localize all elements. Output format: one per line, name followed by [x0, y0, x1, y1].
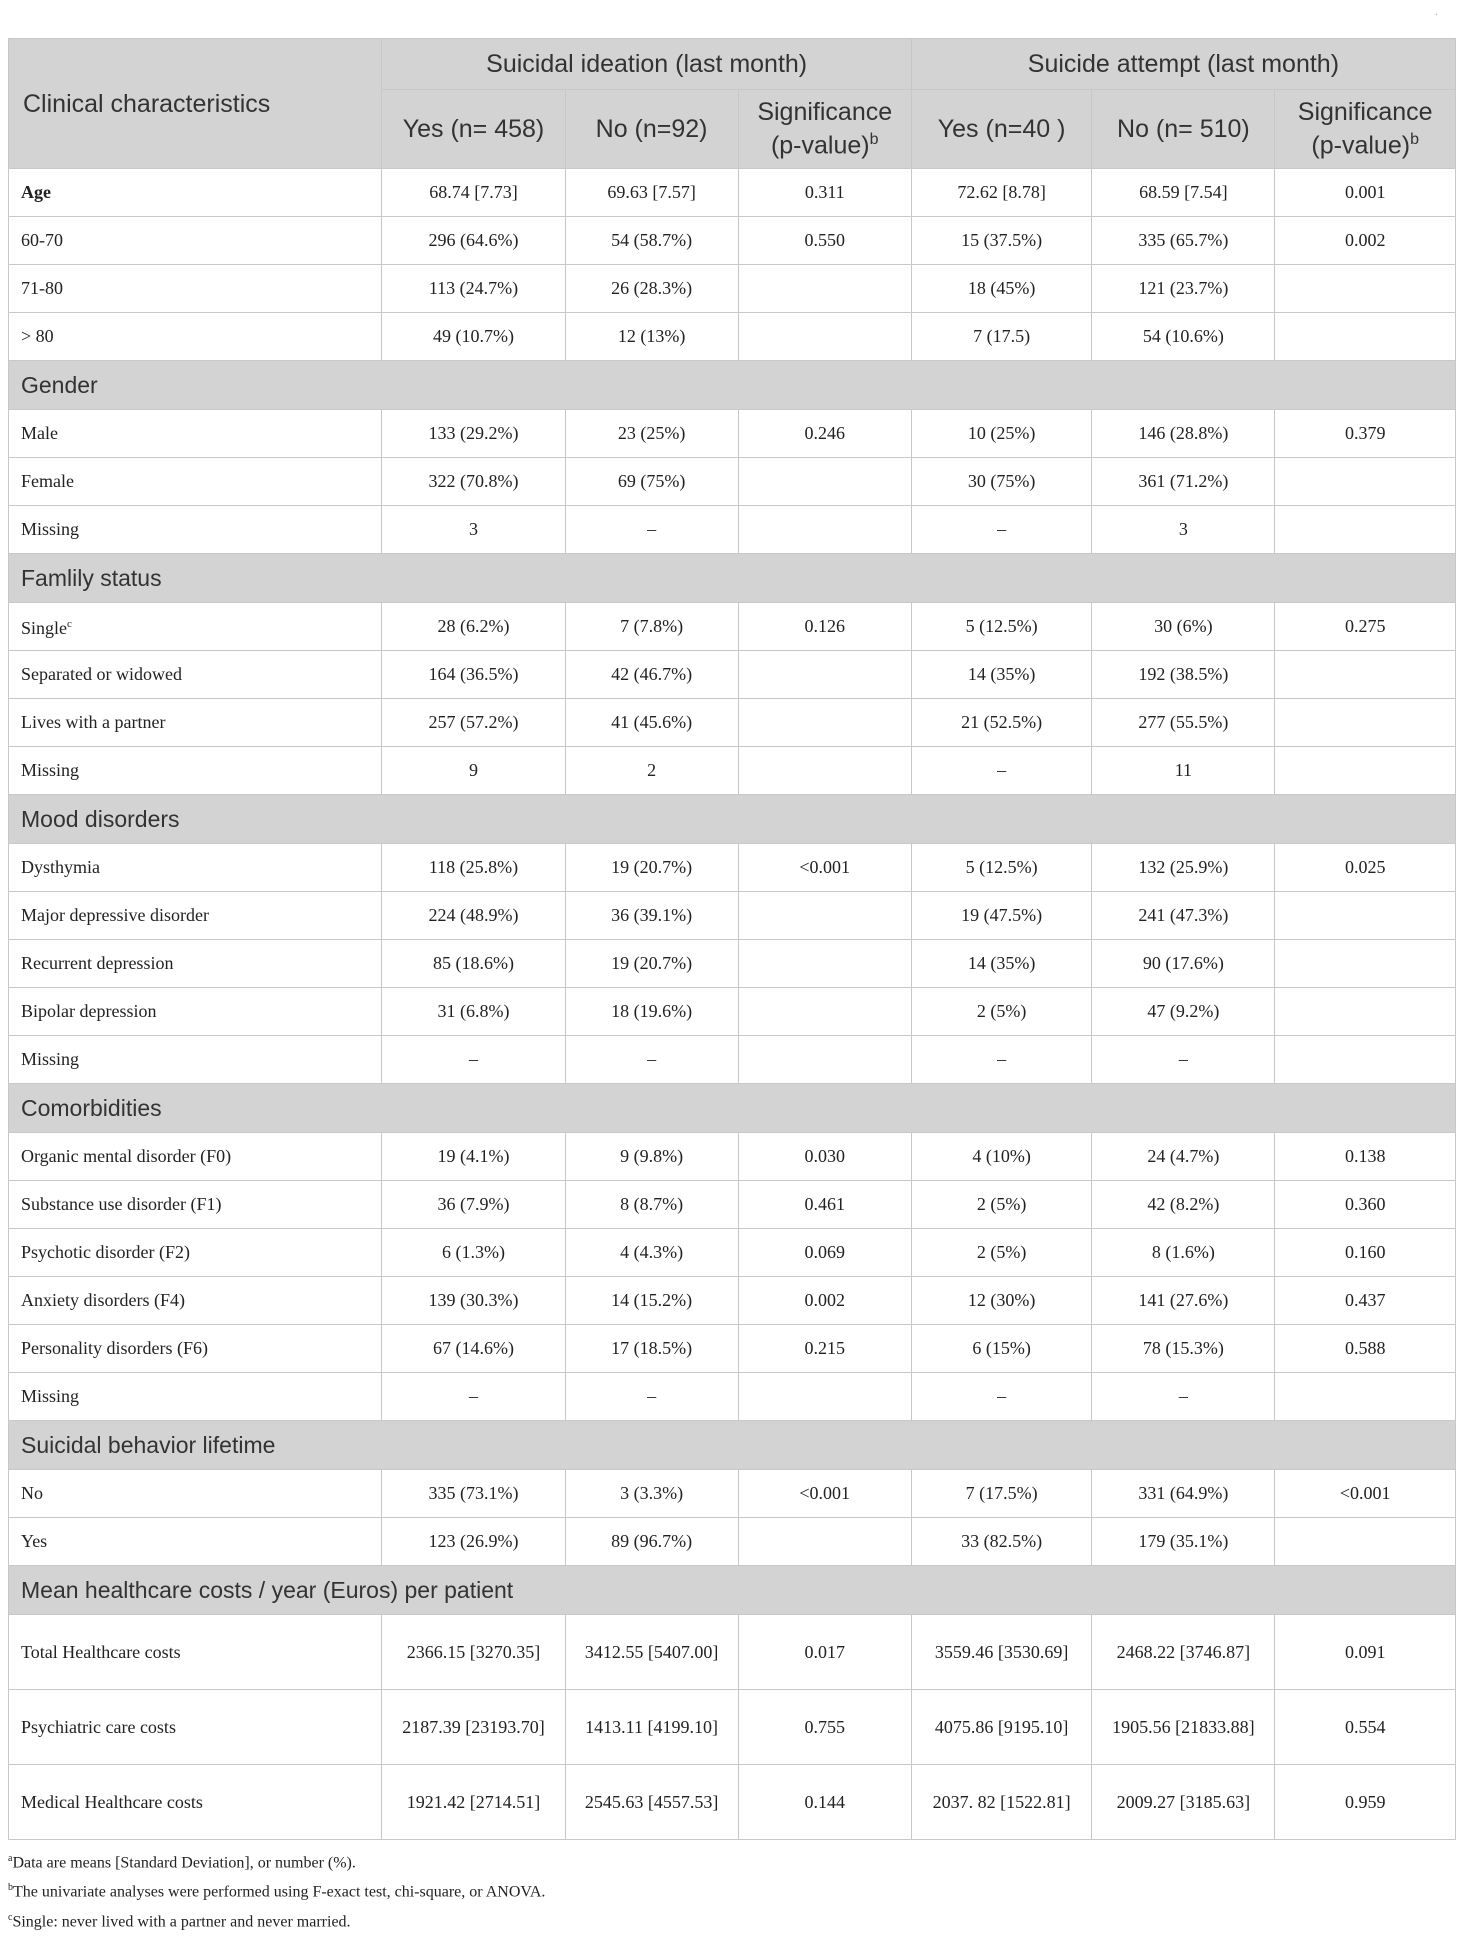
cell — [1275, 892, 1456, 940]
cell: 26 (28.3%) — [565, 265, 738, 313]
cell — [1275, 699, 1456, 747]
cell: 6 (15%) — [911, 1325, 1092, 1373]
cell — [1275, 1036, 1456, 1084]
cell: – — [1092, 1373, 1275, 1421]
header-attempt-significance — [1275, 90, 1456, 169]
cell: 335 (65.7%) — [1092, 217, 1275, 265]
table-row — [9, 1765, 1456, 1840]
row-label: Psychotic disorder (F2) — [9, 1229, 382, 1277]
cell: 335 (73.1%) — [382, 1470, 565, 1518]
cell: – — [911, 506, 1092, 554]
cell: 146 (28.8%) — [1092, 410, 1275, 458]
significance-line2: (p-value) — [770, 131, 870, 160]
section-header-family-status — [9, 554, 1456, 603]
cell: 4 (10%) — [911, 1133, 1092, 1181]
significance-footnote-marker: b — [1410, 131, 1419, 149]
cell: 36 (39.1%) — [565, 892, 738, 940]
cell: 0.461 — [738, 1181, 911, 1229]
cell: 14 (35%) — [911, 651, 1092, 699]
cell — [738, 747, 911, 795]
cell: <0.001 — [738, 844, 911, 892]
table-body — [9, 169, 1456, 1840]
section-header-healthcare-costs — [9, 1566, 1456, 1615]
cell — [1275, 651, 1456, 699]
cell: 12 (30%) — [911, 1277, 1092, 1325]
cell — [738, 892, 911, 940]
table-row — [9, 410, 1456, 458]
footnote — [8, 1846, 1456, 1875]
cell: 4075.86 [9195.10] — [911, 1690, 1092, 1765]
cell: 24 (4.7%) — [1092, 1133, 1275, 1181]
cell: – — [382, 1373, 565, 1421]
table-row — [9, 1277, 1456, 1325]
cell: 2366.15 [3270.35] — [382, 1615, 565, 1690]
cell — [1275, 1518, 1456, 1566]
table-footnotes — [8, 1846, 1456, 1934]
cell — [738, 699, 911, 747]
cell: 11 — [1092, 747, 1275, 795]
cell: 7 (17.5) — [911, 313, 1092, 361]
cell — [1275, 1373, 1456, 1421]
row-label: > 80 — [9, 313, 382, 361]
cell: – — [911, 747, 1092, 795]
row-label: Male — [9, 410, 382, 458]
header-ideation-no: No (n=92) — [565, 90, 738, 169]
cell: – — [565, 1373, 738, 1421]
header-attempt-yes: Yes (n=40 ) — [911, 90, 1092, 169]
cell: 89 (96.7%) — [565, 1518, 738, 1566]
clinical-characteristics-table — [8, 38, 1456, 1840]
section-title: Comorbidities — [9, 1084, 1456, 1133]
cell: 0.126 — [738, 603, 911, 651]
header-clinical-characteristics: Clinical characteristics — [9, 39, 382, 169]
table-row — [9, 1133, 1456, 1181]
cell: 3412.55 [5407.00] — [565, 1615, 738, 1690]
row-label: Dysthymia — [9, 844, 382, 892]
cell: 21 (52.5%) — [911, 699, 1092, 747]
row-label: Recurrent depression — [9, 940, 382, 988]
cell: 0.002 — [738, 1277, 911, 1325]
header-suicide-attempt: Suicide attempt (last month) — [911, 39, 1455, 90]
table-row — [9, 603, 1456, 651]
cell: 241 (47.3%) — [1092, 892, 1275, 940]
row-label: Personality disorders (F6) — [9, 1325, 382, 1373]
section-title: Mood disorders — [9, 795, 1456, 844]
table-row — [9, 1518, 1456, 1566]
cell — [738, 1518, 911, 1566]
section-header-gender — [9, 361, 1456, 410]
cell: 118 (25.8%) — [382, 844, 565, 892]
cell: 69.63 [7.57] — [565, 169, 738, 217]
header-ideation-yes: Yes (n= 458) — [382, 90, 565, 169]
cell: <0.001 — [1275, 1470, 1456, 1518]
cell: 15 (37.5%) — [911, 217, 1092, 265]
cell: 7 (17.5%) — [911, 1470, 1092, 1518]
cell: 17 (18.5%) — [565, 1325, 738, 1373]
cell: 0.311 — [738, 169, 911, 217]
cell: 0.030 — [738, 1133, 911, 1181]
cell: 8 (8.7%) — [565, 1181, 738, 1229]
section-title: Suicidal behavior lifetime — [9, 1421, 1456, 1470]
cell: 78 (15.3%) — [1092, 1325, 1275, 1373]
cell: 31 (6.8%) — [382, 988, 565, 1036]
clinical-table-container — [8, 38, 1456, 1934]
cell: 9 (9.8%) — [565, 1133, 738, 1181]
cell: 47 (9.2%) — [1092, 988, 1275, 1036]
cell: 0.360 — [1275, 1181, 1456, 1229]
cell: 361 (71.2%) — [1092, 458, 1275, 506]
table-row — [9, 313, 1456, 361]
row-label: No — [9, 1470, 382, 1518]
cell: 19 (20.7%) — [565, 940, 738, 988]
row-label: Female — [9, 458, 382, 506]
cell — [738, 940, 911, 988]
cell: 54 (58.7%) — [565, 217, 738, 265]
cell: 42 (8.2%) — [1092, 1181, 1275, 1229]
footnote — [8, 1875, 1456, 1904]
cell: 2468.22 [3746.87] — [1092, 1615, 1275, 1690]
row-label: Organic mental disorder (F0) — [9, 1133, 382, 1181]
cell: 0.755 — [738, 1690, 911, 1765]
cell: 1905.56 [21833.88] — [1092, 1690, 1275, 1765]
cell: 68.74 [7.73] — [382, 169, 565, 217]
cell: – — [382, 1036, 565, 1084]
cell: 113 (24.7%) — [382, 265, 565, 313]
cell: 3 (3.3%) — [565, 1470, 738, 1518]
cell: 33 (82.5%) — [911, 1518, 1092, 1566]
table-row — [9, 1181, 1456, 1229]
header-ideation-significance — [738, 90, 911, 169]
cell — [1275, 988, 1456, 1036]
footnote-text: The univariate analyses were performed using F-exact test, chi-square, or ANOVA. — [13, 1883, 546, 1901]
cell: 0.001 — [1275, 169, 1456, 217]
cell: 10 (25%) — [911, 410, 1092, 458]
table-row — [9, 1325, 1456, 1373]
table-row — [9, 844, 1456, 892]
table-row — [9, 265, 1456, 313]
cell: 41 (45.6%) — [565, 699, 738, 747]
row-label: Bipolar depression — [9, 988, 382, 1036]
cell: 23 (25%) — [565, 410, 738, 458]
cell: 3 — [382, 506, 565, 554]
cell: 54 (10.6%) — [1092, 313, 1275, 361]
cell: 2009.27 [3185.63] — [1092, 1765, 1275, 1840]
cell: 2 (5%) — [911, 988, 1092, 1036]
cell: 85 (18.6%) — [382, 940, 565, 988]
row-label: Psychiatric care costs — [9, 1690, 382, 1765]
footnote-marker: c — [8, 1911, 13, 1923]
table-row — [9, 1036, 1456, 1084]
row-label: Missing — [9, 1373, 382, 1421]
cell: 277 (55.5%) — [1092, 699, 1275, 747]
table-row — [9, 1470, 1456, 1518]
cell: 69 (75%) — [565, 458, 738, 506]
cell: 0.069 — [738, 1229, 911, 1277]
section-header-suicidal-behavior-lifetime — [9, 1421, 1456, 1470]
cell: 90 (17.6%) — [1092, 940, 1275, 988]
cell: 192 (38.5%) — [1092, 651, 1275, 699]
table-row — [9, 1615, 1456, 1690]
row-label: Anxiety disorders (F4) — [9, 1277, 382, 1325]
cell: 257 (57.2%) — [382, 699, 565, 747]
cell: 224 (48.9%) — [382, 892, 565, 940]
cell: – — [565, 1036, 738, 1084]
cell: – — [911, 1036, 1092, 1084]
cell: 30 (6%) — [1092, 603, 1275, 651]
cell: 0.091 — [1275, 1615, 1456, 1690]
table-row — [9, 217, 1456, 265]
cell — [1275, 458, 1456, 506]
cell — [1275, 265, 1456, 313]
cell: 5 (12.5%) — [911, 603, 1092, 651]
cell: 28 (6.2%) — [382, 603, 565, 651]
table-row — [9, 892, 1456, 940]
header-suicidal-ideation: Suicidal ideation (last month) — [382, 39, 911, 90]
single-label: Single — [21, 618, 68, 638]
row-label: Total Healthcare costs — [9, 1615, 382, 1690]
cell: 68.59 [7.54] — [1092, 169, 1275, 217]
corner-mark: . — [1435, 4, 1438, 18]
cell — [738, 265, 911, 313]
table-row — [9, 1229, 1456, 1277]
cell: 0.554 — [1275, 1690, 1456, 1765]
cell: 0.246 — [738, 410, 911, 458]
cell: 2 (5%) — [911, 1181, 1092, 1229]
table-row — [9, 1373, 1456, 1421]
cell: 0.144 — [738, 1765, 911, 1840]
cell: 19 (20.7%) — [565, 844, 738, 892]
row-label: Missing — [9, 747, 382, 795]
row-label — [9, 603, 382, 651]
cell: 3559.46 [3530.69] — [911, 1615, 1092, 1690]
section-title: Famlily status — [9, 554, 1456, 603]
significance-line1: Significance — [757, 98, 893, 127]
cell: – — [1092, 1036, 1275, 1084]
cell — [1275, 940, 1456, 988]
cell — [738, 313, 911, 361]
cell: <0.001 — [738, 1470, 911, 1518]
cell: 2037. 82 [1522.81] — [911, 1765, 1092, 1840]
cell: 7 (7.8%) — [565, 603, 738, 651]
cell: 331 (64.9%) — [1092, 1470, 1275, 1518]
cell: 0.138 — [1275, 1133, 1456, 1181]
table-row — [9, 169, 1456, 217]
cell: – — [565, 506, 738, 554]
footnote-marker: b — [8, 1882, 13, 1894]
cell: 123 (26.9%) — [382, 1518, 565, 1566]
row-label: Major depressive disorder — [9, 892, 382, 940]
cell: 2545.63 [4557.53] — [565, 1765, 738, 1840]
cell: – — [911, 1373, 1092, 1421]
cell: 67 (14.6%) — [382, 1325, 565, 1373]
table-header — [9, 39, 1456, 169]
cell: 9 — [382, 747, 565, 795]
cell: 141 (27.6%) — [1092, 1277, 1275, 1325]
section-title: Mean healthcare costs / year (Euros) per patient — [9, 1566, 1456, 1615]
cell: 14 (15.2%) — [565, 1277, 738, 1325]
footnote-text: Single: never lived with a partner and never married. — [12, 1912, 351, 1930]
row-label: Yes — [9, 1518, 382, 1566]
row-label: Missing — [9, 1036, 382, 1084]
cell: 0.588 — [1275, 1325, 1456, 1373]
cell: 1921.42 [2714.51] — [382, 1765, 565, 1840]
row-label: Separated or widowed — [9, 651, 382, 699]
cell — [1275, 506, 1456, 554]
cell: 0.275 — [1275, 603, 1456, 651]
cell: 72.62 [8.78] — [911, 169, 1092, 217]
significance-footnote-marker: b — [869, 131, 879, 149]
cell: 14 (35%) — [911, 940, 1092, 988]
cell — [1275, 747, 1456, 795]
table-row — [9, 506, 1456, 554]
single-footnote-marker: c — [67, 618, 72, 630]
table-row — [9, 651, 1456, 699]
cell: 12 (13%) — [565, 313, 738, 361]
cell: 0.550 — [738, 217, 911, 265]
table-row — [9, 1690, 1456, 1765]
cell: 2187.39 [23193.70] — [382, 1690, 565, 1765]
cell: 322 (70.8%) — [382, 458, 565, 506]
cell: 164 (36.5%) — [382, 651, 565, 699]
cell — [738, 1373, 911, 1421]
table-row — [9, 458, 1456, 506]
row-label: Medical Healthcare costs — [9, 1765, 382, 1840]
table-row — [9, 699, 1456, 747]
section-title: Gender — [9, 361, 1456, 410]
cell: 5 (12.5%) — [911, 844, 1092, 892]
cell: 2 (5%) — [911, 1229, 1092, 1277]
cell: 2 — [565, 747, 738, 795]
cell: 36 (7.9%) — [382, 1181, 565, 1229]
cell: 132 (25.9%) — [1092, 844, 1275, 892]
header-attempt-no: No (n= 510) — [1092, 90, 1275, 169]
cell — [738, 458, 911, 506]
cell: 18 (19.6%) — [565, 988, 738, 1036]
significance-line1: Significance — [1297, 98, 1433, 127]
cell: 133 (29.2%) — [382, 410, 565, 458]
cell: 139 (30.3%) — [382, 1277, 565, 1325]
cell: 49 (10.7%) — [382, 313, 565, 361]
section-header-comorbidities — [9, 1084, 1456, 1133]
cell: 0.959 — [1275, 1765, 1456, 1840]
table-row — [9, 747, 1456, 795]
cell: 0.025 — [1275, 844, 1456, 892]
row-label: Substance use disorder (F1) — [9, 1181, 382, 1229]
row-label: 60-70 — [9, 217, 382, 265]
cell: 19 (4.1%) — [382, 1133, 565, 1181]
cell — [738, 506, 911, 554]
cell: 296 (64.6%) — [382, 217, 565, 265]
cell: 3 — [1092, 506, 1275, 554]
cell: 6 (1.3%) — [382, 1229, 565, 1277]
table-row — [9, 988, 1456, 1036]
cell: 121 (23.7%) — [1092, 265, 1275, 313]
table-row — [9, 940, 1456, 988]
footnote-text: Data are means [Standard Deviation], or number (%). — [12, 1854, 356, 1872]
cell — [738, 651, 911, 699]
cell — [738, 1036, 911, 1084]
cell: 4 (4.3%) — [565, 1229, 738, 1277]
significance-line2: (p-value) — [1311, 131, 1411, 160]
cell: 0.437 — [1275, 1277, 1456, 1325]
cell: 0.215 — [738, 1325, 911, 1373]
cell: 179 (35.1%) — [1092, 1518, 1275, 1566]
row-label: Age — [9, 169, 382, 217]
cell: 0.002 — [1275, 217, 1456, 265]
footnote-marker: a — [8, 1853, 13, 1864]
row-label: 71-80 — [9, 265, 382, 313]
cell: 19 (47.5%) — [911, 892, 1092, 940]
cell: 42 (46.7%) — [565, 651, 738, 699]
cell: 18 (45%) — [911, 265, 1092, 313]
cell: 0.017 — [738, 1615, 911, 1690]
cell: 30 (75%) — [911, 458, 1092, 506]
cell: 0.379 — [1275, 410, 1456, 458]
cell — [738, 988, 911, 1036]
row-label: Lives with a partner — [9, 699, 382, 747]
section-header-mood-disorders — [9, 795, 1456, 844]
row-label: Missing — [9, 506, 382, 554]
footnote — [8, 1905, 1456, 1934]
cell: 8 (1.6%) — [1092, 1229, 1275, 1277]
cell: 1413.11 [4199.10] — [565, 1690, 738, 1765]
cell: 0.160 — [1275, 1229, 1456, 1277]
cell — [1275, 313, 1456, 361]
